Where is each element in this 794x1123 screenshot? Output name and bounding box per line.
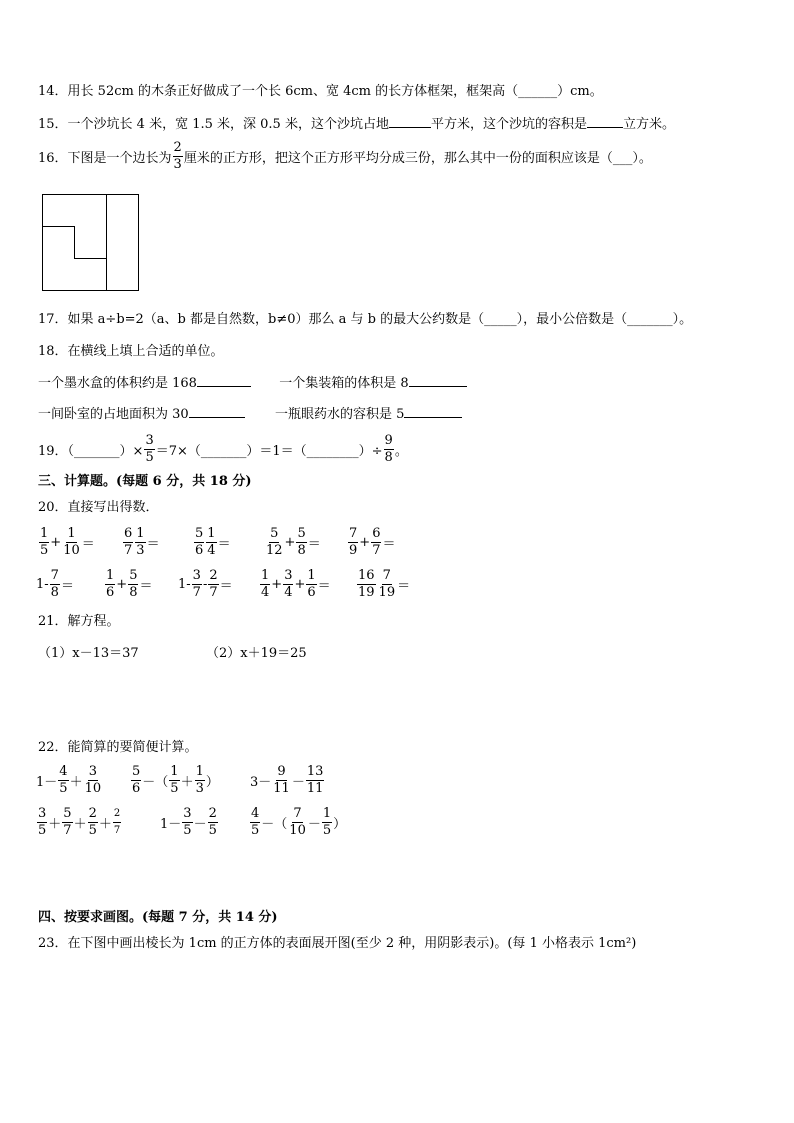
question-23: 23．在下图中画出棱长为 1cm 的正方体的表面展开图(至少 2 种，用阴影表示)。(每 1 小格表示 1cm²) bbox=[38, 936, 637, 951]
q16-text-a: 16．下图是一个边长为 bbox=[38, 151, 172, 166]
q22-expr-5: 1－ $\frac{3}{5}$ － $\frac{2}{5}$ bbox=[160, 806, 217, 838]
q20-item-5: $\frac{7}{9}$ + $\frac{6}{7}$ ＝ bbox=[349, 526, 396, 558]
q22-expr-4: $\frac{3}{5}$ ＋ $\frac{5}{7}$ ＋ $\frac{2}{5}$ ＋ $\frac{2}{7}$ bbox=[38, 806, 121, 838]
question-19: 19．（_______）× $\frac{3}{5}$ ＝7×（_______）＝1＝（________）÷ $\frac{9}{8}$ 。 bbox=[38, 433, 408, 465]
q22-expr-3: 3－ $\frac{9}{11}$ － $\frac{13}{11}$ bbox=[250, 764, 324, 796]
question-15 bbox=[38, 115, 675, 134]
q16-text-b: 厘米的正方形，把这个正方形平均分成三份，那么其中一份的面积应该是（___）。 bbox=[183, 151, 652, 166]
q22-expr-2: $\frac{5}{6}$ －（ $\frac{1}{5}$ ＋ $\frac{1}{3}$ ） bbox=[132, 764, 219, 796]
q20-item-2: $\frac{6}{7}$ $\frac{1}{3}$ ＝ bbox=[124, 526, 160, 558]
question-16 bbox=[38, 140, 652, 173]
q20-item-7: $\frac{1}{6}$ + $\frac{5}{8}$ ＝ bbox=[106, 568, 153, 600]
q19-fraction-1: $\frac{3}{5}$ bbox=[145, 433, 154, 465]
q16-fraction: $\frac{2}{3}$ bbox=[173, 140, 182, 172]
section-3-heading: 三、计算题。(每题 6 分，共 18 分) bbox=[38, 474, 252, 489]
q15-text-c: 立方米。 bbox=[622, 117, 675, 132]
question-21-title: 21．解方程。 bbox=[38, 614, 120, 629]
q15-blank-2[interactable] bbox=[587, 115, 623, 128]
q19-fraction-2: $\frac{9}{8}$ bbox=[384, 433, 393, 465]
section-4-heading: 四、按要求画图。(每题 7 分，共 14 分) bbox=[38, 910, 278, 925]
question-20-title: 20．直接写出得数． bbox=[38, 500, 159, 515]
q21-equation-1: （1）x－13＝37 bbox=[38, 646, 139, 661]
q18-blank-4[interactable] bbox=[404, 405, 462, 418]
question-22-title: 22．能简算的要简便计算。 bbox=[38, 740, 198, 755]
question-18-row-2: 一间卧室的占地面积为 30 一瓶眼药水的容积是 5 bbox=[38, 405, 462, 424]
q15-blank-1[interactable] bbox=[389, 115, 431, 128]
question-14: 14．用长 52cm 的木条正好做成了一个长 6cm、宽 4cm 的长方体框架，框架高（______）cm。 bbox=[38, 84, 603, 99]
question-18-row-1: 一个墨水盒的体积约是 168 一个集装箱的体积是 8 bbox=[38, 374, 467, 393]
square-figure bbox=[42, 194, 139, 291]
q22-expr-6: $\frac{4}{5}$ －（ $\frac{7}{10}$ － $\frac{1}{5}$ ） bbox=[251, 806, 347, 838]
q20-item-3: $\frac{5}{6}$ $\frac{1}{4}$ ＝ bbox=[195, 526, 231, 558]
q20-item-9: $\frac{1}{4}$ + $\frac{3}{4}$ + $\frac{1}{6}$ ＝ bbox=[261, 568, 331, 600]
q20-item-1: $\frac{1}{5}$ + $\frac{1}{10}$ ＝ bbox=[40, 526, 95, 558]
q21-equation-2: （2）x＋19＝25 bbox=[206, 646, 307, 661]
q20-item-4: $\frac{5}{12}$ + $\frac{5}{8}$ ＝ bbox=[266, 526, 321, 558]
q18-blank-1[interactable] bbox=[197, 374, 251, 387]
q22-expr-1: 1－ $\frac{4}{5}$ ＋ $\frac{3}{10}$ bbox=[36, 764, 102, 796]
q15-text-b: 平方米，这个沙坑的容积是 bbox=[430, 117, 587, 132]
q15-text-a: 15．一个沙坑长 4 米，宽 1.5 米，深 0.5 米，这个沙坑占地 bbox=[38, 117, 389, 132]
question-17: 17．如果 a÷b=2（a、b 都是自然数，b≠0）那么 a 与 b 的最大公约数是（_____），最小公倍数是（_______）。 bbox=[38, 312, 693, 327]
q20-item-10: $\frac{16}{19}$ $\frac{7}{19}$ ＝ bbox=[358, 568, 411, 600]
q20-item-6: 1- $\frac{7}{8}$ ＝ bbox=[36, 568, 74, 600]
question-18-title: 18．在横线上填上合适的单位。 bbox=[38, 344, 224, 359]
q20-item-8: 1- $\frac{3}{7}$ - $\frac{2}{7}$ ＝ bbox=[178, 568, 233, 600]
q18-blank-3[interactable] bbox=[189, 405, 245, 418]
q18-blank-2[interactable] bbox=[409, 374, 467, 387]
